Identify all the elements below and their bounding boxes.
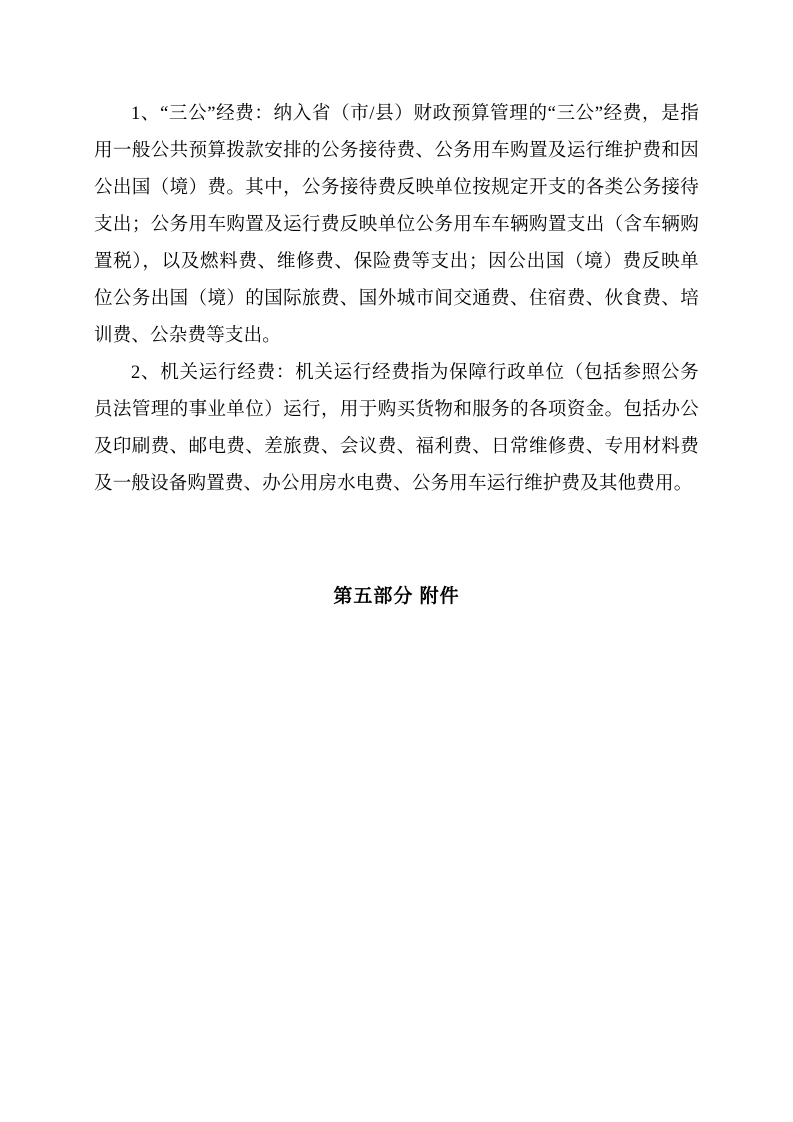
heading-spacer [94,503,699,581]
document-body [94,96,699,503]
section-heading-part-five: 第五部分 附件 [333,586,460,607]
paragraph-sangong-expenses: 1、“三公”经费：纳入省（市/县）财政预算管理的“三公”经费，是指用一般公共预算拨款安排的公务接待费、公务用车购置及运行维护费和因公出国（境）费。其中，公务接待费反映单位按规定开支的各类公务接待支出；公务用车购置及运行费反映单位公务用车车辆购置支出（含车辆购置税），以及燃料费、维修费、保险费等支出；因公出国（境）费反映单位公务出国（境）的国际旅费、国外城市间交通费、住宿费、伙食费、培训费、公杂费等支出。 [94,104,699,346]
paragraph-agency-operating-expenses: 2、机关运行经费：机关运行经费指为保障行政单位（包括参照公务员法管理的事业单位）运行，用于购买货物和服务的各项资金。包括办公及印刷费、邮电费、差旅费、会议费、福利费、日常维修费、专用材料费及一般设备购置费、办公用房水电费、公务用车运行维护费及其他费用。 [94,363,699,494]
